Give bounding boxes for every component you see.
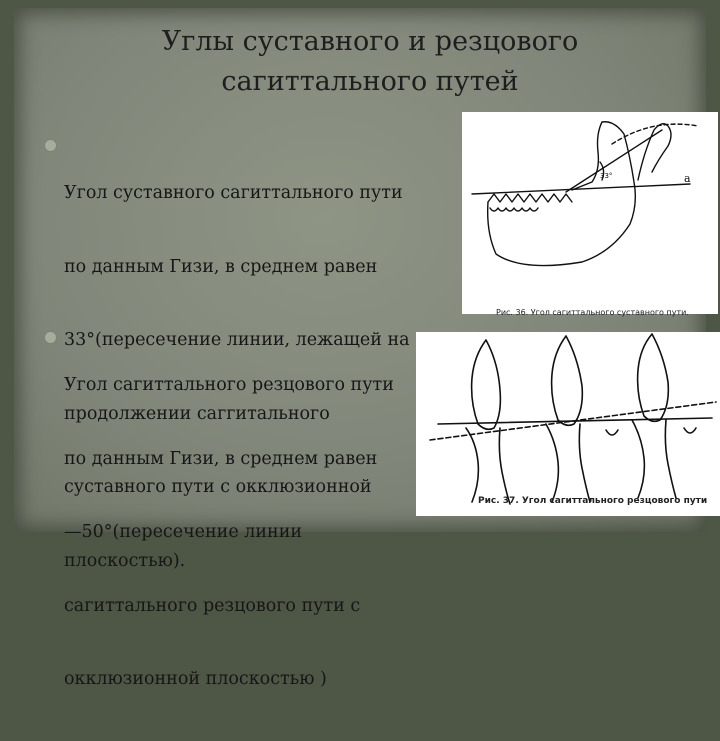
bullet-line: Угол суставного сагиттального пути xyxy=(64,183,403,203)
bullet-line: —50°(пересечение линии xyxy=(64,522,303,542)
figure-condylar-path xyxy=(462,112,718,317)
bullet-line: 33°(пересечение линии, лежащей на xyxy=(64,330,410,350)
slide-title xyxy=(90,22,650,102)
bullet-line: суставного пути с окклюзионной xyxy=(64,477,372,497)
bullet-dot-icon xyxy=(44,331,57,344)
bullet-line: по данным Гизи, в среднем равен xyxy=(64,256,378,277)
title-line-2: сагиттального путей xyxy=(221,66,519,97)
incisors-illustration xyxy=(416,332,720,516)
angle-label: 33° xyxy=(600,172,613,180)
bullet-line: Угол сагиттального резцового пути xyxy=(64,375,394,395)
bullet-line: окклюзионной плоскостью ) xyxy=(64,669,327,689)
bullet-line: сагиттального резцового пути с xyxy=(64,595,361,616)
mandible-illustration xyxy=(462,112,718,314)
figure-incisal-path xyxy=(416,332,720,516)
bullet-dot-icon xyxy=(44,139,57,152)
figure-1-caption-line-1: Рис. 36. Угол сагиттального суставного пути. xyxy=(496,308,689,317)
title-line-1: Углы суставного и резцового xyxy=(161,26,579,57)
bullet-line: по данным Гизи, в среднем равен xyxy=(64,448,378,469)
bullet-line: продолжении саггитального xyxy=(64,403,330,424)
occlusal-plane-label: а xyxy=(684,172,691,185)
bullet-line: плоскостью). xyxy=(64,550,186,571)
figure-2-caption: Рис. 37. Угол сагиттального резцового пути xyxy=(478,496,708,506)
